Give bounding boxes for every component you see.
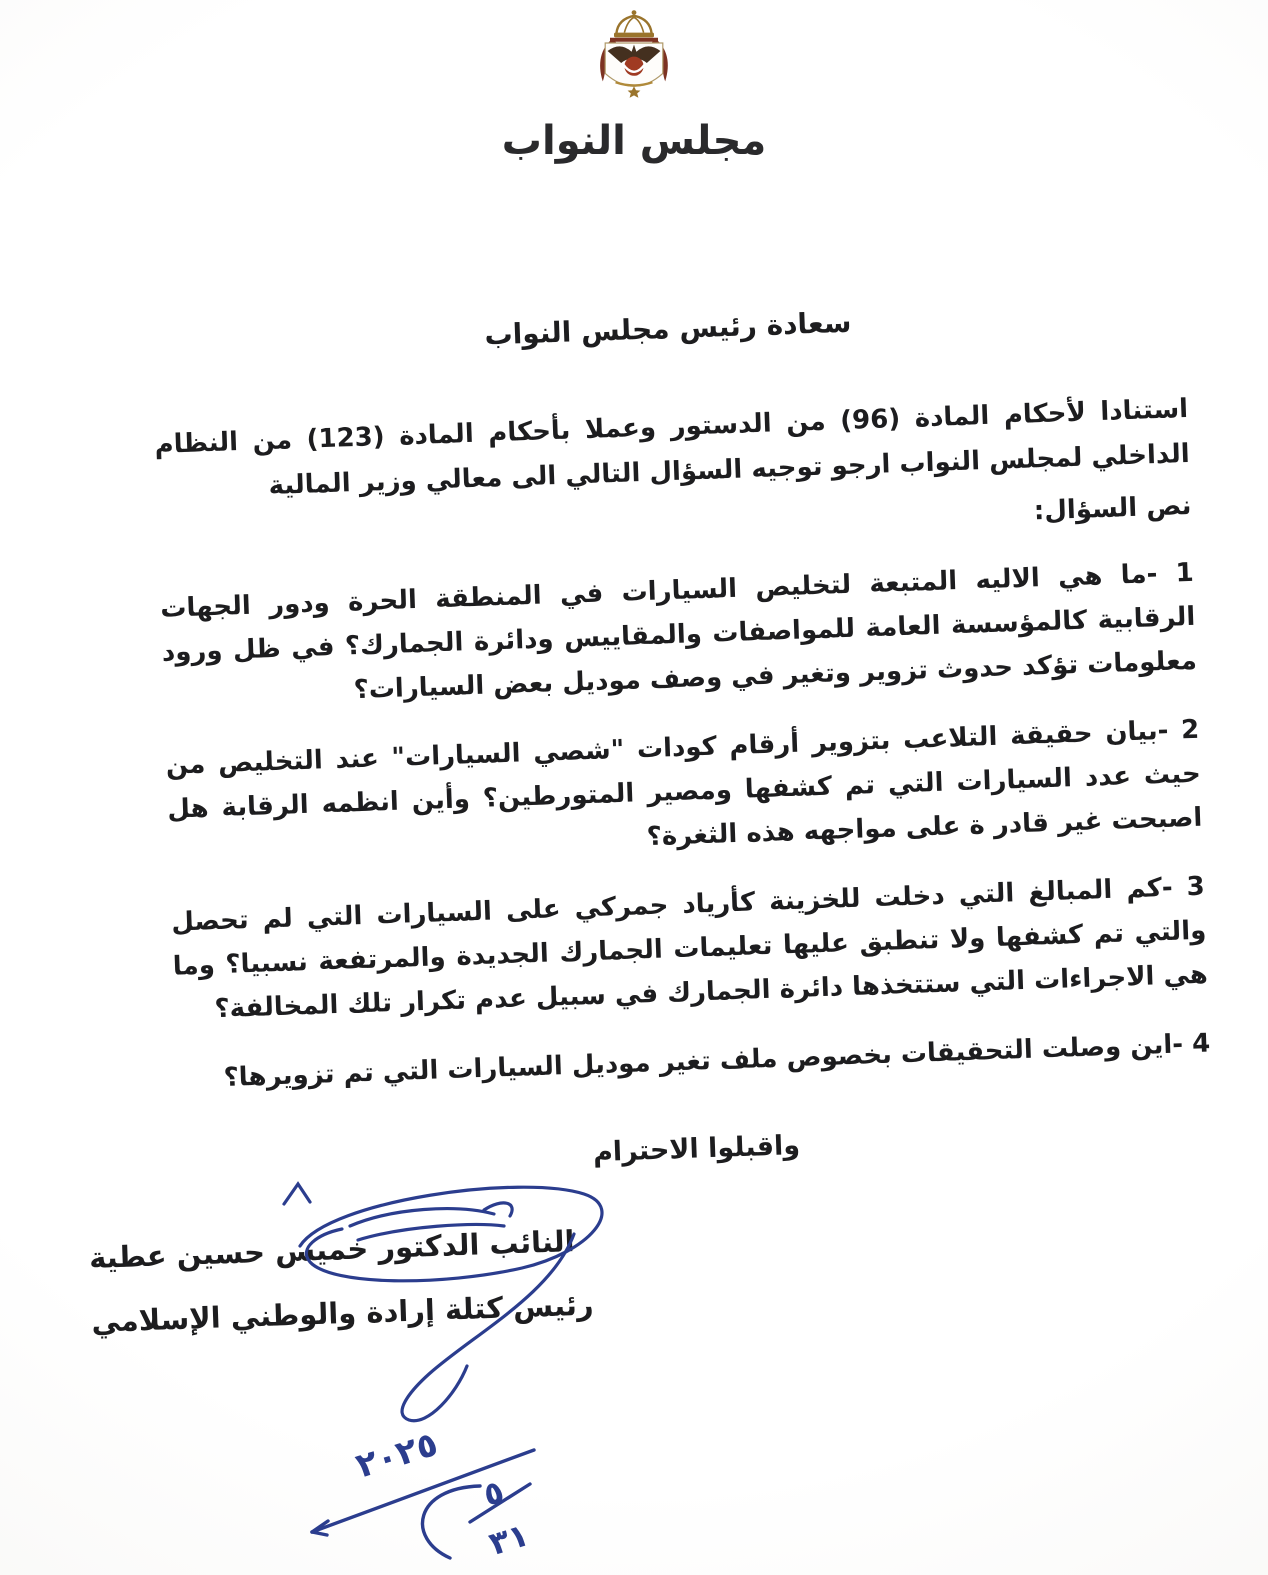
letter-body [151, 294, 1214, 1183]
handwritten-date [298, 1402, 558, 1572]
org-name-calligraphy: مجلس النواب [501, 118, 767, 164]
question-3: 3 -كم المبالغ التي دخلت للخزينة كأرياد جمركي على السيارات التي لم تحصل والتي تم كشفها ولا تنطبق عليها تعليمات الجمارك الجديدة والمرتفعة نسبيا؟ وما هي الاجراءات التي ستتخذها دائرة الجمارك في سبيل عدم تكرار تلك المخالفة؟ [170, 871, 1209, 1025]
intro-paragraph: استنادا لأحكام المادة (96) من الدستور وعملا بأحكام المادة (123) من النظام الداخلي لمجلس النواب ارجو توجيه السؤال التالي الى معالي وزير المالية [154, 393, 1191, 502]
question-1: 1 -ما هي الاليه المتبعة لتخليص السيارات في المنطقة الحرة ودور الجهات الرقابية كالمؤسسة العامة للمواصفات والمقاييس ودائرة الجمارك؟ في ظل ورود معلومات تؤكد حدوث تزوير وتغير في وصف موديل بعض السيارات؟ [159, 557, 1198, 706]
date-month: ٥ [478, 1471, 509, 1514]
salutation: سعادة رئيس مجلس النواب [483, 305, 852, 352]
question-label: نص السؤال: [1033, 490, 1192, 527]
signatory-name: النائب الدكتور خميس حسين عطية [88, 1224, 576, 1275]
question-4: 4 -اين وصلت التحقيقات بخصوص ملف تغير موديل السيارات التي تم تزويرها؟ [223, 1028, 1211, 1093]
date-day: ٣١ [484, 1515, 534, 1564]
question-2: 2 -بيان حقيقة التلاعب بتزوير أرقام كودات "شصي السيارات" عند التخليص من حيث عدد السيارات التي تم كشفها ومصير المتورطين؟ وأين انظمه الرقابة هل اصبحت غير قادر ة على مواجهه هذه الثغرة؟ [165, 714, 1203, 853]
signatory-title: رئيس كتلة إرادة والوطني الإسلامي [90, 1287, 595, 1339]
signatory-block [88, 1199, 862, 1354]
closing-salutation: واقبلوا الاحترام [592, 1129, 801, 1169]
jordan-coat-of-arms-icon [586, 6, 682, 112]
date-year: ٢٠٢٥ [351, 1423, 443, 1487]
letterhead-emblem [584, 6, 684, 116]
